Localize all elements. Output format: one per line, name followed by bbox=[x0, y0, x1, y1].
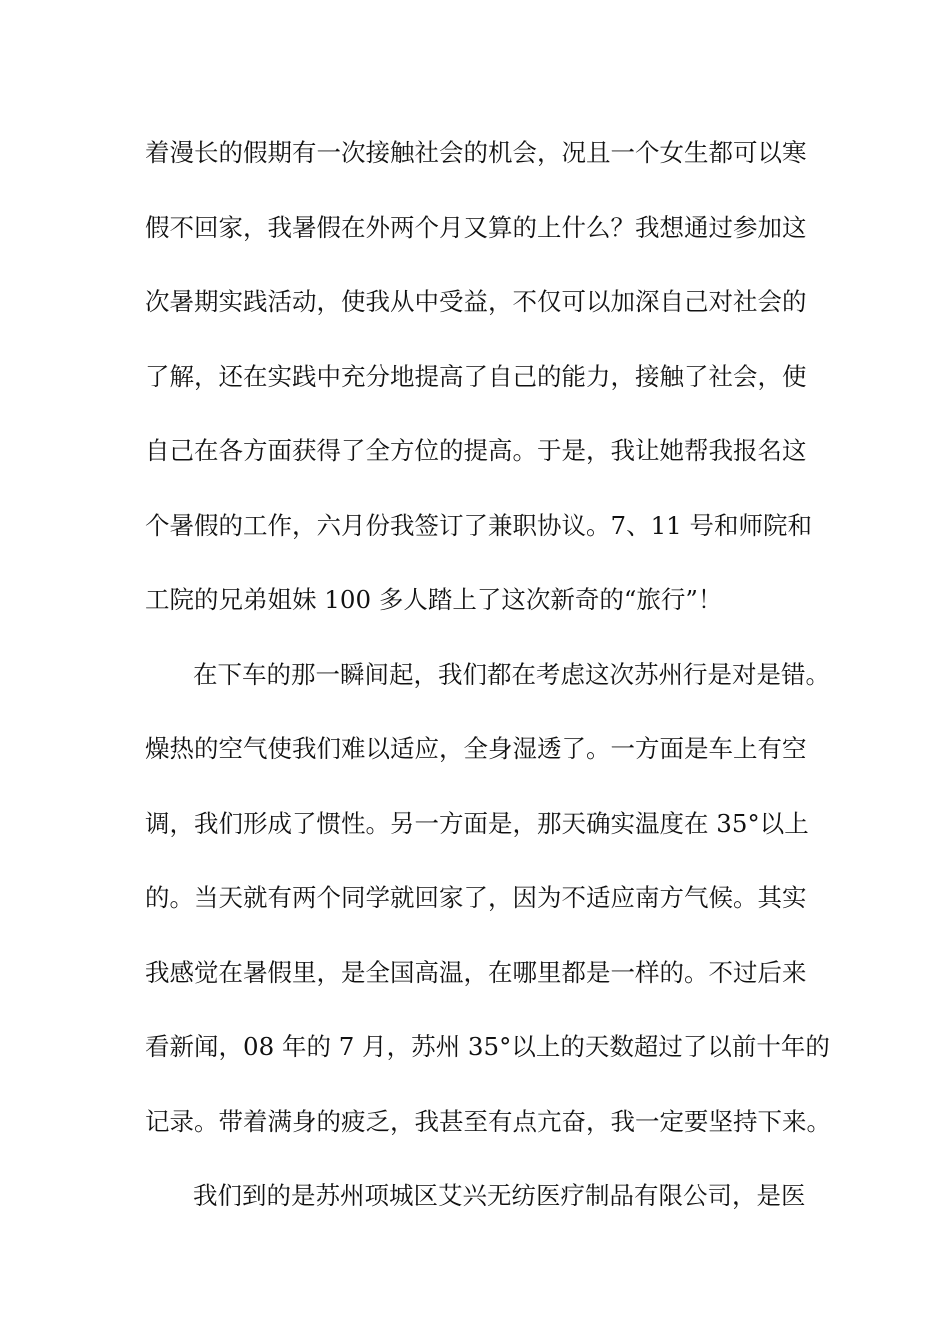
paragraph-start-line: 我们到的是苏州项城区艾兴无纺医疗制品有限公司，是医 bbox=[193, 1181, 806, 1210]
text-line: 我感觉在暑假里，是全国高温，在哪里都是一样的。不过后来 bbox=[145, 957, 807, 987]
text-line: 着漫长的假期有一次接触社会的机会，况且一个女生都可以寒 bbox=[145, 138, 807, 167]
text-line: 假不回家，我暑假在外两个月又算的上什么？我想通过参加这 bbox=[145, 212, 807, 242]
text-line: 调，我们形成了惯性。另一方面是，那天确实温度在 35°以上 bbox=[145, 808, 809, 838]
paragraph-start-line: 在下车的那一瞬间起，我们都在考虑这次苏州行是对是错。 bbox=[193, 659, 830, 689]
text-line: 自己在各方面获得了全方位的提高。于是，我让她帮我报名这 bbox=[145, 436, 807, 465]
text-line: 了解，还在实践中充分地提高了自己的能力，接触了社会，使 bbox=[145, 361, 807, 391]
text-line: 燥热的空气使我们难以适应，全身湿透了。一方面是车上有空 bbox=[145, 734, 807, 763]
text-line: 个暑假的工作，六月份我签订了兼职协议。7、11 号和师院和 bbox=[145, 510, 813, 540]
text-line: 看新闻，08 年的 7 月，苏州 35°以上的天数超过了以前十年的 bbox=[145, 1032, 830, 1061]
text-line: 工院的兄弟姐妹 100 多人踏上了这次新奇的“旅行”！ bbox=[145, 585, 723, 614]
text-line: 记录。带着满身的疲乏，我甚至有点亢奋，我一定要坚持下来。 bbox=[145, 1106, 831, 1136]
text-line: 次暑期实践活动，使我从中受益，不仅可以加深自己对社会的 bbox=[145, 287, 807, 316]
text-line: 的。当天就有两个同学就回家了，因为不适应南方气候。其实 bbox=[145, 883, 807, 912]
body-text bbox=[145, 130, 831, 1248]
